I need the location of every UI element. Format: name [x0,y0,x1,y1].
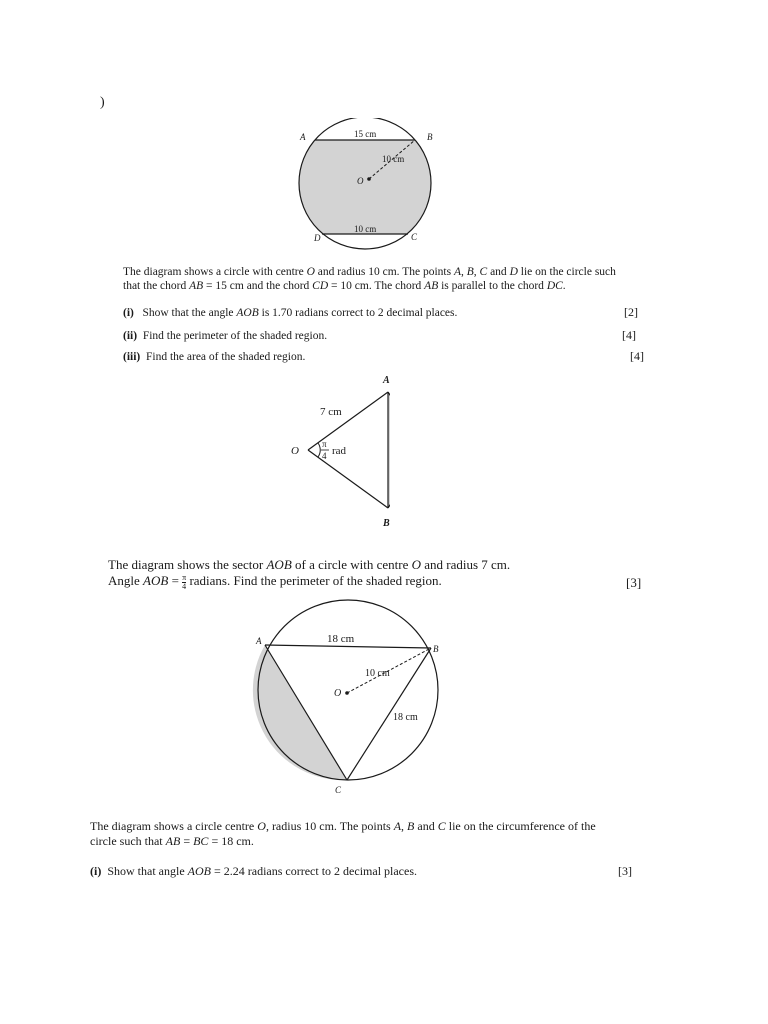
q1-description-line-2: that the chord AB = 15 cm and the chord CD = 10 cm. The chord AB is parallel to the chord DC. [123,280,566,292]
q1-label-c: C [411,232,418,242]
q1-label-o: O [357,176,364,186]
q1-part-i: (i) Show that the angle AOB is 1.70 radians correct to 2 decimal places. [123,307,458,319]
q2-label-o: O [291,445,299,457]
q3-part-i: (i) Show that angle AOB = 2.24 radians correct to 2 decimal places. [90,864,418,878]
q3-radius-length: 10 cm [365,668,390,679]
q3-chord-bc-length: 18 cm [393,712,418,723]
q1-part-ii: (ii) Find the perimeter of the shaded region. [123,330,328,342]
q1-label-a: A [300,132,306,142]
q3-circle-diagram [250,590,450,796]
q1-description [123,265,653,293]
q1-description-line-1: The diagram shows a circle with centre O and radius 10 cm. The points A, B, C and D lie on the circle such [123,266,616,278]
q2-angle-arc [318,443,320,457]
q1-label-b: B [427,132,433,142]
q3-shaded-segment [253,645,347,780]
q2-label-a: A [383,375,390,386]
q1-chord-cd-length: 10 cm [354,224,377,234]
q2-description-line-2: Angle AOB = $\frac{\pi}{4}$ radians. Find the perimeter of the shaded region. [108,572,442,591]
q3-description-line-1: The diagram shows a circle centre O, radius 10 cm. The points A, B and C lie on the circumference of the [90,819,596,833]
q3-centre-point [345,691,349,695]
q3-label-b: B [433,644,439,654]
q2-label-b: B [383,518,390,529]
q2-sector-diagram [280,370,390,532]
q2-marks: [3] [626,575,642,590]
q1-radius-length: 10 cm [382,154,405,164]
q1-part-ii-marks: [4] [622,328,636,342]
q3-label-o: O [334,688,342,699]
q1-part-iii: (iii) Find the area of the shaded region. [123,351,306,363]
q1-circle-diagram [280,118,450,250]
q3-chord-ab-length: 18 cm [327,633,355,645]
q3-label-a: A [256,636,262,646]
q2-radius-length: 7 cm [320,406,342,418]
q1-part-i-marks: [2] [624,305,638,319]
q2-angle-unit: rad [332,445,347,457]
q3-chord-ab [265,645,431,648]
q2-angle-numerator: π [322,439,327,449]
q1-chord-ab-length: 15 cm [354,129,377,139]
q3-description-line-2: circle such that AB = BC = 18 cm. [90,834,254,848]
q1-label-d: D [314,233,321,243]
q3-part-i-marks: [3] [618,864,632,878]
stray-mark: ) [100,95,105,110]
q2-radius-ob [308,450,388,508]
q2-angle-fraction: $\frac{\pi}{4}$ [182,572,187,591]
q3-description [90,819,650,849]
q1-part-iii-marks: [4] [630,349,644,363]
q2-description [108,557,668,591]
q2-angle-denominator: 4 [322,451,327,461]
q2-description-line-1: The diagram shows the sector AOB of a circle with centre O and radius 7 cm. [108,557,511,572]
q2-radius-oa [308,392,388,450]
q3-label-c: C [335,785,342,795]
q1-centre-point [367,177,371,181]
